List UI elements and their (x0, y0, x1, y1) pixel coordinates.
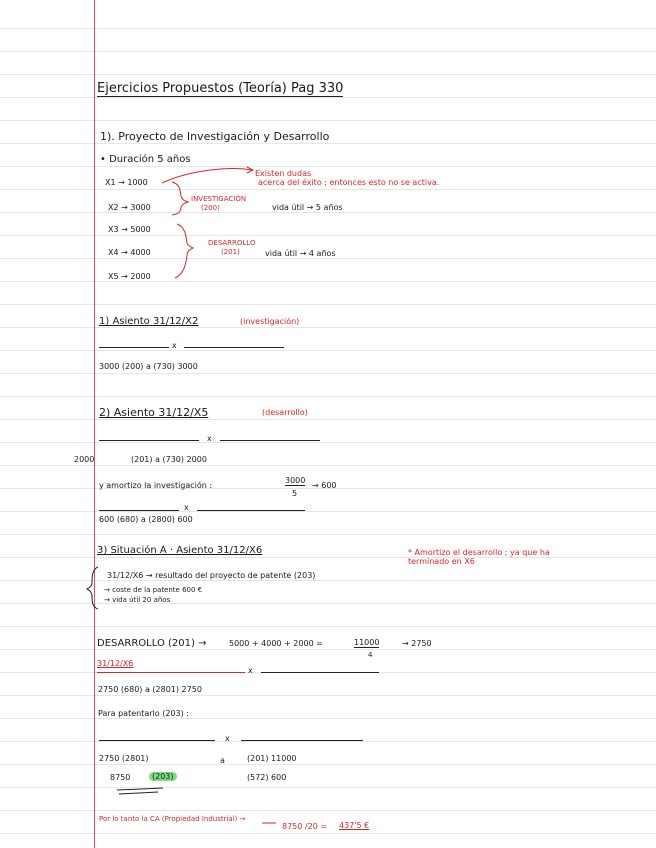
dev-date: 31/12/X6 (97, 659, 134, 668)
patent-line2-a: a (220, 756, 225, 765)
entry2-left-amount: 2000 (74, 455, 95, 464)
section1-heading: 1). Proyecto de Investigación y Desarrollo (100, 130, 330, 143)
year-row: X4 → 4000 (108, 248, 151, 257)
year-row: X1 → 1000 (105, 178, 148, 187)
year-row: X3 → 5000 (108, 225, 151, 234)
patent-line2-right: (201) 11000 (247, 754, 297, 763)
duration: • Duración 5 años (100, 154, 191, 165)
entry1-marker: x (172, 341, 177, 350)
investigation-label: INVESTIGACIÓN (191, 195, 247, 203)
dev-sum: 5000 + 4000 + 2000 = (229, 639, 323, 648)
dev-line: 2750 (680) a (2801) 2750 (98, 685, 202, 694)
entry3-bullet: → vida útil 20 años (104, 596, 171, 604)
entry1-heading: 1) Asiento 31/12/X2 (99, 316, 199, 327)
dev-fraction-num: 11000 (354, 638, 380, 647)
dev-label: DESARROLLO (201) → (97, 638, 207, 649)
life-investigation: vida útil → 5 años (272, 203, 343, 212)
entry3-note: * Amortizo el desarrollo ; ya que ha terminado en X6 (408, 548, 550, 566)
footer-calc: 8750 /20 = (282, 822, 328, 831)
dev-marker: x (248, 666, 253, 675)
footer-result: 437'5 € (339, 821, 370, 830)
entry1-line: 3000 (200) a (730) 3000 (99, 362, 198, 371)
amort-result: → 600 (312, 481, 337, 490)
patent-line3-left: 8750 (110, 773, 131, 782)
entry2-marker: x (207, 434, 212, 443)
development-code: (201) (221, 248, 240, 256)
footer-text: Por lo tanto la CA (Propiedad Industrial) → (99, 815, 246, 823)
entry2b-line: 600 (680) a (2800) 600 (99, 515, 193, 524)
entry2b-marker: x (184, 503, 189, 512)
amort-text: y amortizo la investigación : (99, 481, 213, 490)
note-success: acerca del éxito ; entonces esto no se activa. (258, 178, 440, 187)
life-development: vida útil → 4 años (265, 249, 336, 258)
year-row: X5 → 2000 (108, 272, 151, 281)
underline-stroke (117, 788, 163, 790)
dev-fraction-den: 4 (368, 651, 373, 659)
entry2-tag: (desarrollo) (262, 408, 308, 417)
dev-result: → 2750 (402, 639, 432, 648)
underline-stroke (119, 792, 158, 794)
page-title: Ejercicios Propuestos (Teoría) Pag 330 (97, 81, 344, 96)
entry3-heading: 3) Situación A · Asiento 31/12/X6 (97, 545, 263, 556)
development-label: DESARROLLO (208, 239, 256, 247)
investigation-code: (200) (201, 204, 220, 212)
entry1-tag: (investigación) (240, 317, 300, 326)
entry2-line: (201) a (730) 2000 (131, 455, 207, 464)
entry3-bullet: → coste de la patente 600 € (104, 586, 203, 594)
entry2-heading: 2) Asiento 31/12/X5 (99, 406, 209, 419)
amort-fraction-den: 5 (292, 489, 298, 498)
brace-icon (87, 567, 98, 609)
patent-line2-left: 2750 (2801) (99, 754, 149, 763)
patent-heading: Para patentarlo (203) : (98, 709, 189, 718)
patent-account-highlight: (203) (149, 772, 177, 781)
amort-fraction-num: 3000 (285, 476, 306, 485)
brace-icon (172, 182, 188, 215)
note-doubts: Existen dudas (255, 169, 312, 178)
arrow-icon (162, 169, 252, 183)
year-row: X2 → 3000 (108, 203, 151, 212)
entry3-bullet: 31/12/X6 → resultado del proyecto de patente (203) (107, 571, 316, 580)
patent-line3-right: (572) 600 (247, 773, 287, 782)
patent-marker: x (225, 734, 230, 743)
brace-icon (175, 224, 193, 278)
